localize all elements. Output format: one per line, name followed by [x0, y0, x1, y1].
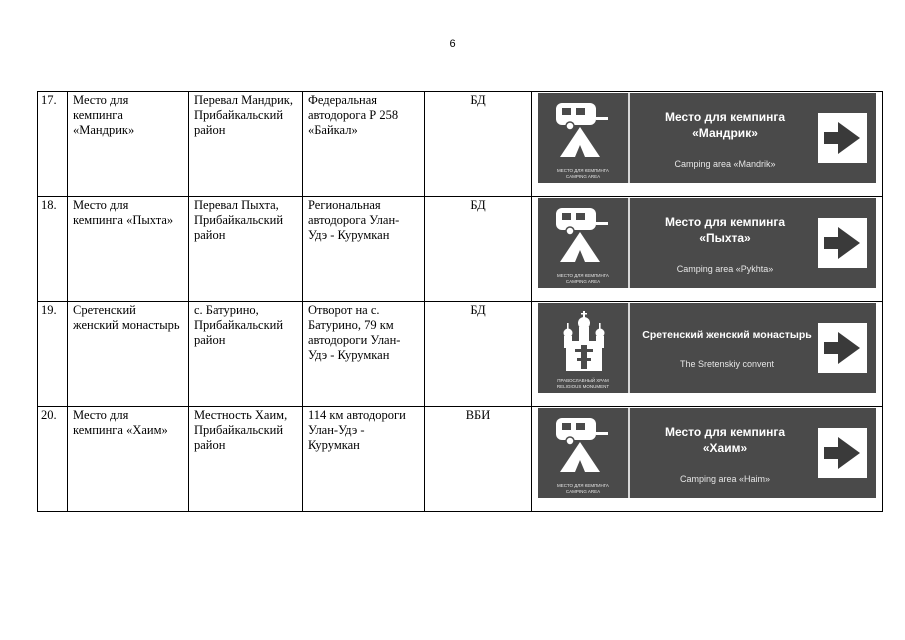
sign-text-area — [630, 198, 876, 288]
object-name — [68, 197, 189, 302]
arrow-right-icon — [818, 218, 867, 268]
sign-cell — [532, 407, 883, 512]
text-line: Региональная — [308, 198, 381, 212]
object-name — [68, 92, 189, 197]
text-line: CAMPING AREA — [565, 279, 601, 284]
signs-table — [37, 91, 883, 512]
category: ВБИ — [425, 407, 532, 512]
text-line: Место для кемпинга — [664, 215, 786, 229]
sign-cell — [532, 197, 883, 302]
text-line: Батурино, 79 км — [308, 318, 394, 332]
text-line: автодороги Улан- — [308, 333, 401, 347]
road-location — [303, 302, 425, 407]
text-line: CAMPING AREA — [565, 489, 601, 494]
category: БД — [425, 197, 532, 302]
page-number: 6 — [449, 38, 456, 50]
text-line: 114 км автодороги — [308, 408, 406, 422]
text-line: Федеральная — [308, 93, 378, 107]
object-location — [189, 407, 303, 512]
sign-pictogram — [538, 408, 630, 498]
table-row — [38, 197, 883, 302]
sign-pictogram — [538, 303, 630, 393]
text-line: Перевал Пыхта, — [194, 198, 279, 212]
text-line: автодорога Р 258 — [308, 108, 399, 122]
arrow-right-icon — [818, 113, 867, 163]
arrow-right-icon — [818, 428, 867, 478]
row-number: 20. — [38, 407, 68, 512]
sign-text-area — [630, 408, 876, 498]
road-location — [303, 407, 425, 512]
sign-text-area — [630, 93, 876, 183]
category: БД — [425, 302, 532, 407]
row-number: 18. — [38, 197, 68, 302]
sign-cell — [532, 92, 883, 197]
sign-title — [644, 109, 806, 141]
text-line: район — [194, 123, 226, 137]
text-line: с. Батурино, — [194, 303, 259, 317]
text-line: Удэ - Курумкан — [308, 228, 390, 242]
arrow-right-icon — [818, 323, 867, 373]
object-name — [68, 407, 189, 512]
text-line: Место для — [73, 408, 129, 422]
road-sign — [538, 303, 876, 393]
table-row — [38, 407, 883, 512]
sign-cell — [532, 302, 883, 407]
object-location — [189, 302, 303, 407]
table-row — [38, 92, 883, 197]
church-icon — [554, 311, 614, 373]
text-line: Место для — [73, 198, 129, 212]
road-location — [303, 92, 425, 197]
text-line: Удэ - Курумкан — [308, 348, 390, 362]
text-line: RELIGIOUS MONUMENT — [556, 384, 610, 389]
text-line: Место для кемпинга — [664, 425, 786, 439]
text-line: Место для — [73, 93, 129, 107]
sign-pictogram — [538, 198, 630, 288]
text-line: «Мандрик» — [692, 126, 758, 140]
text-line: автодорога Улан- — [308, 213, 400, 227]
sign-text-area — [630, 303, 876, 393]
text-line: кемпинга «Пыхта» — [73, 213, 174, 227]
text-line: район — [194, 333, 226, 347]
pictogram-caption — [538, 483, 628, 495]
category: БД — [425, 92, 532, 197]
camping-icon — [554, 101, 614, 159]
text-line: район — [194, 228, 226, 242]
road-sign — [538, 198, 876, 288]
sign-subtitle: Camping area «Mandrik» — [674, 159, 776, 169]
sign-subtitle: Camping area «Haim» — [679, 474, 771, 484]
pictogram-caption — [538, 168, 628, 180]
sign-title — [644, 214, 806, 246]
text-line: женский монастырь — [73, 318, 180, 332]
text-line: кемпинга «Хаим» — [73, 423, 168, 437]
text-line: МЕСТО ДЛЯ КЕМПИНГА — [557, 273, 609, 278]
object-location — [189, 92, 303, 197]
road-sign — [538, 93, 876, 183]
text-line: МЕСТО ДЛЯ КЕМПИНГА — [557, 168, 609, 173]
text-line: Прибайкальский — [194, 318, 284, 332]
text-line: Прибайкальский — [194, 423, 284, 437]
text-line: Отворот на с. — [308, 303, 380, 317]
text-line: Улан-Удэ - — [308, 423, 365, 437]
camping-icon — [554, 416, 614, 474]
text-line: «Пыхта» — [699, 231, 751, 245]
road-sign — [538, 408, 876, 498]
sign-title — [634, 327, 820, 343]
text-line: CAMPING AREA — [565, 174, 601, 179]
road-location — [303, 197, 425, 302]
text-line: ПРАВОСЛАВНЫЙ ХРАМ — [557, 378, 609, 383]
sign-subtitle: The Sretenskiy convent — [679, 359, 775, 369]
text-line: Сретенский — [73, 303, 136, 317]
sign-subtitle: Camping area «Pykhta» — [676, 264, 774, 274]
sign-pictogram — [538, 93, 630, 183]
text-line: Прибайкальский — [194, 213, 284, 227]
text-line: Место для кемпинга — [664, 110, 786, 124]
row-number: 19. — [38, 302, 68, 407]
row-number: 17. — [38, 92, 68, 197]
text-line: «Хаим» — [702, 441, 748, 455]
text-line: район — [194, 438, 226, 452]
text-line: «Мандрик» — [73, 123, 135, 137]
text-line: Курумкан — [308, 438, 360, 452]
pictogram-caption — [538, 273, 628, 285]
text-line: Местность Хаим, — [194, 408, 288, 422]
text-line: МЕСТО ДЛЯ КЕМПИНГА — [557, 483, 609, 488]
text-line: Сретенский женский монастырь — [642, 329, 812, 341]
text-line: кемпинга — [73, 108, 123, 122]
text-line: «Байкал» — [308, 123, 358, 137]
sign-title — [644, 424, 806, 456]
text-line: Прибайкальский — [194, 108, 284, 122]
pictogram-caption — [538, 378, 628, 390]
table-row — [38, 302, 883, 407]
object-location — [189, 197, 303, 302]
object-name — [68, 302, 189, 407]
text-line: Перевал Мандрик, — [194, 93, 293, 107]
camping-icon — [554, 206, 614, 264]
